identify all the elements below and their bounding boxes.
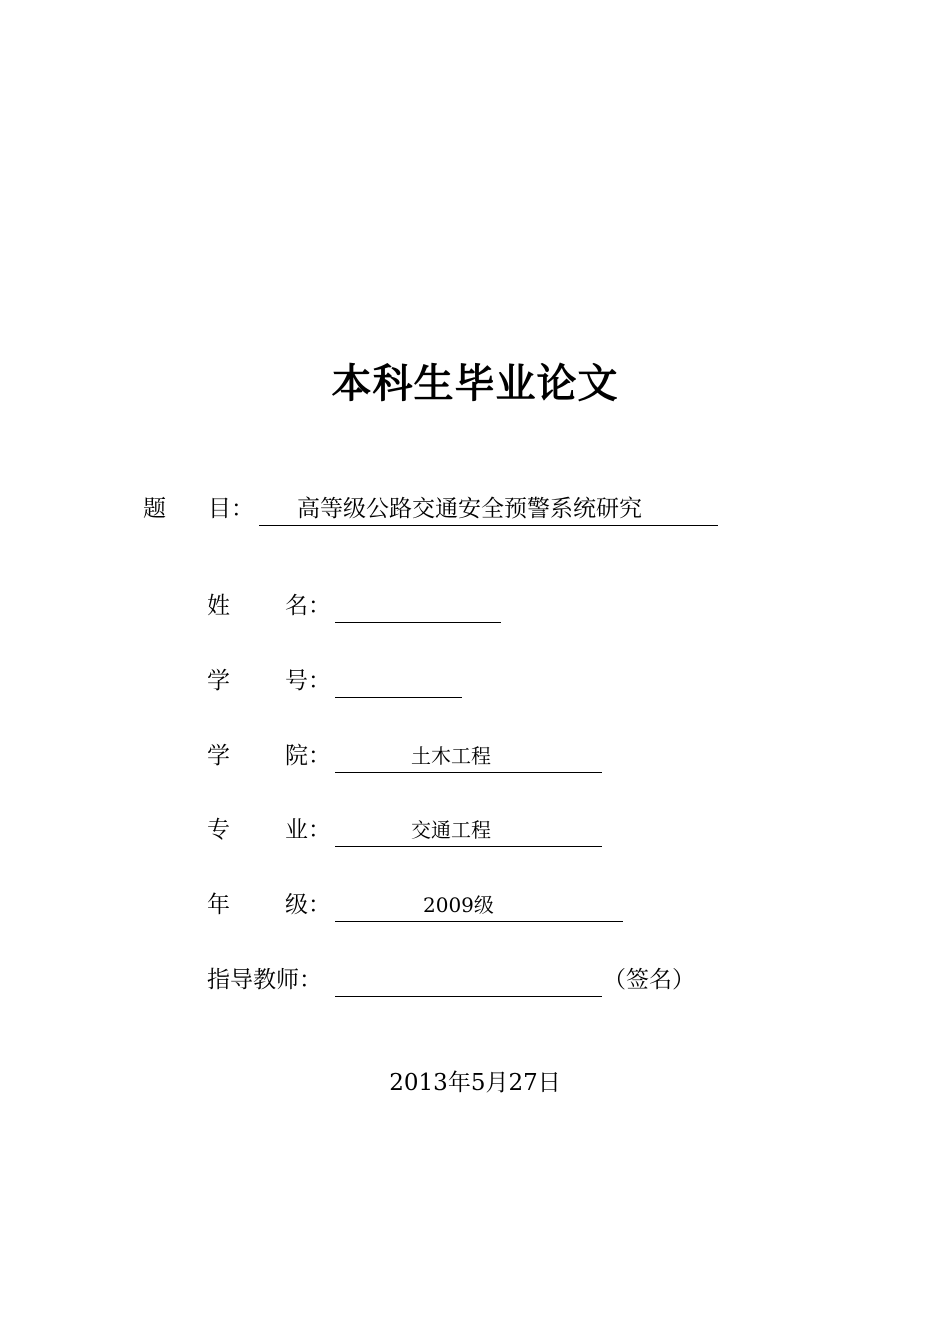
page-title: 本科生毕业论文 (331, 361, 619, 407)
advisor-signature-field (335, 963, 602, 997)
college-field (335, 739, 602, 773)
student-id-field (335, 664, 462, 698)
submission-date: 2013年5月27日 (389, 1070, 561, 1096)
major-label-char-1: 专 (207, 817, 230, 843)
major-value: 交通工程 (411, 818, 491, 842)
name-label-char-2: 名： (285, 593, 331, 619)
college-row (207, 739, 627, 773)
college-label-char-2: 院： (285, 743, 331, 769)
advisor-label: 指导教师： (207, 967, 322, 993)
topic-value: 高等级公路交通安全预警系统研究 (297, 496, 642, 522)
major-field (335, 813, 602, 847)
student-id-label-char-2: 号： (285, 668, 331, 694)
signature-note: （签名） (603, 967, 695, 993)
topic-label-char-1: 题 (143, 496, 166, 522)
college-label-char-1: 学 (207, 743, 230, 769)
grade-row (207, 888, 647, 922)
student-id-label-char-1: 学 (207, 668, 230, 694)
grade-label-char-1: 年 (207, 892, 230, 918)
topic-row (143, 492, 743, 526)
grade-label-char-2: 级： (285, 892, 331, 918)
topic-field (259, 492, 718, 526)
name-row (207, 589, 607, 623)
major-label-char-2: 业： (285, 817, 331, 843)
student-id-row (207, 664, 607, 698)
college-value: 土木工程 (411, 744, 491, 768)
grade-field (335, 888, 623, 922)
name-label-char-1: 姓 (207, 593, 230, 619)
advisor-row (207, 963, 727, 997)
grade-value: 2009级 (423, 893, 494, 917)
major-row (207, 813, 627, 847)
topic-label-char-2: 目： (208, 496, 254, 522)
name-field (335, 589, 501, 623)
